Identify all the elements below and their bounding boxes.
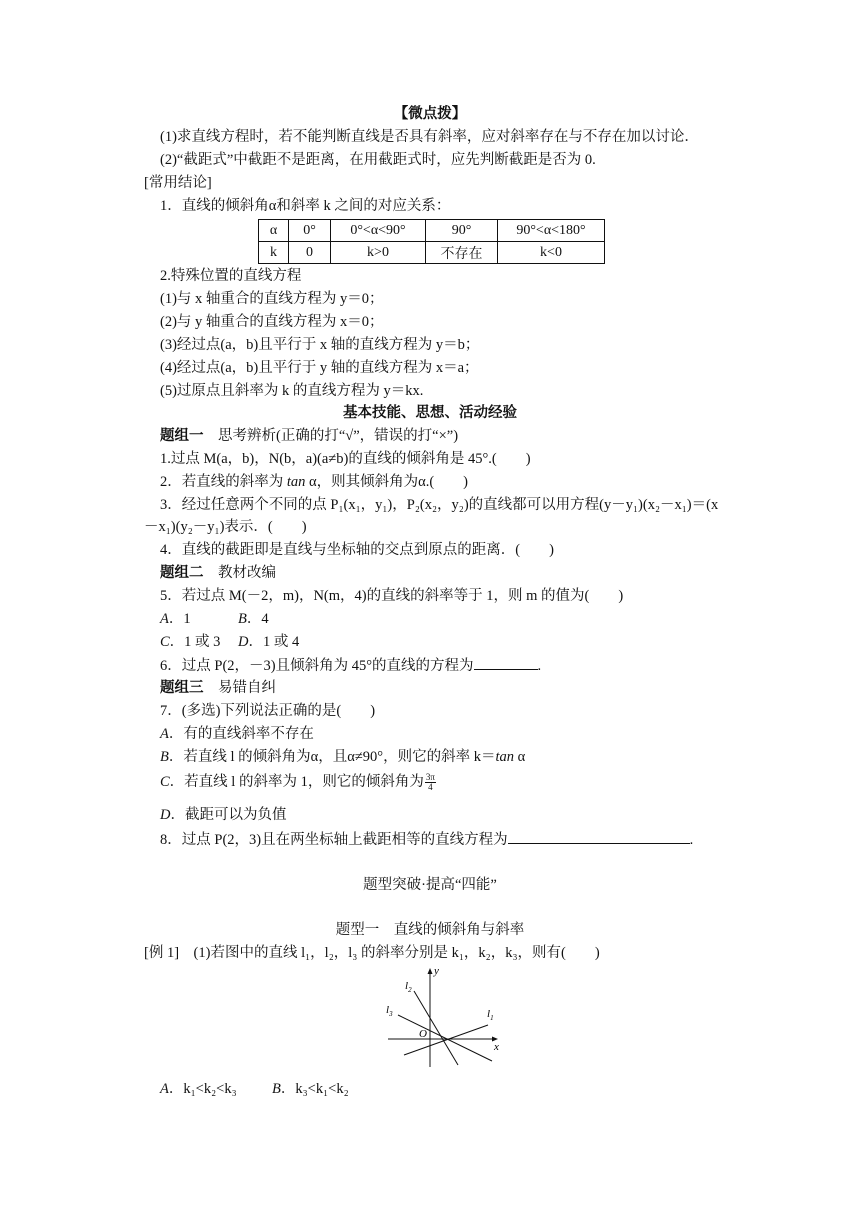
conclusion-item-2: 2.特殊位置的直线方程 [160,268,302,284]
group2-title: 题组二 [160,565,204,581]
angle-slope-table [258,219,605,264]
table-cell: 90°<α<180° [498,220,605,242]
option-text: ．若直线 l 的斜率为 1，则它的倾斜角为 [169,774,424,790]
option-letter: A [160,726,169,742]
question-6-period: . [537,658,542,674]
special-line-1: (1)与 x 轴重合的直线方程为 y＝0； [160,291,384,307]
tips-point-2: (2)“截距式”中截距不是距离，在用截距式时，应先判断截距是否为 0. [160,152,596,168]
table-cell: k [259,242,289,264]
fraction-3pi-over-4: $\frac{3\pi}{4}$ [425,772,435,793]
label-x: x [494,1041,499,1053]
question-2-text-b: α，则其倾斜角为α.( ) [305,474,469,490]
question-2-text-a: 2．若直线的斜率为 [160,474,287,490]
table-cell: 0° [289,220,331,242]
table-cell: k<0 [498,242,605,264]
conclusions-heading: [常用结论] [144,175,212,191]
tan-label: tan [495,749,514,765]
example-label: [例 1] [144,945,180,961]
option-c: C．1 或 3 [160,634,221,650]
tips-point-1: (1)求直线方程时，若不能判断直线是否具有斜率，应对斜率存在与不存在加以讨论． [160,129,699,145]
question-7: 7．(多选)下列说法正确的是( ) [160,703,376,719]
question-3-line-1: 3．经过任意两个不同的点 P₁(x₁，y₁)，P₂(x₂，y₂)的直线都可以用方程(y－y₁)(x₂－x₁)＝(x [160,497,719,513]
section-skills-title: 基本技能、思想、活动经验 [343,405,517,421]
option-b: B．4 [238,611,269,627]
option-b: B．k₃<k₁<k₂ [272,1081,349,1097]
tan-label: tan [286,474,306,490]
conclusion-item-1: 1．直线的倾斜角α和斜率 k 之间的对应关系： [160,198,451,214]
option-text: ．有的直线斜率不存在 [168,726,314,742]
table-cell: 0 [289,242,331,264]
table-row-k [259,242,605,264]
label-l1: $l_1$ [487,1008,494,1022]
question-7-option-b [160,747,525,767]
group1-desc: 思考辨析(正确的打“√”，错误的打“×”) [218,428,459,444]
option-letter: B [160,749,169,765]
special-line-2: (2)与 y 轴重合的直线方程为 x＝0； [160,314,384,330]
question-8 [160,829,693,850]
option-a: A．k₁<k₂<k₃ [160,1081,237,1097]
option-text: ．若直线 l 的倾斜角为α，且α≠90°，则它的斜率 k＝ [168,749,496,765]
question-5-options-cd [160,632,299,652]
question-8-period: . [689,832,694,848]
question-6-text: 6．过点 P(2，－3)且倾斜角为 45°的直线的方程为 [160,658,474,674]
option-letter: D [160,807,171,823]
question-1: 1.过点 M(a，b)，N(b，a)(a≠b)的直线的倾斜角是 45°.( ) [160,451,531,467]
example-text: (1)若图中的直线 l₁，l₂，l₃ 的斜率分别是 k₁，k₂，k₃，则有( ) [193,945,600,961]
table-cell: 90° [426,220,498,242]
group2-header [160,563,276,583]
question-5-options-ab [160,609,269,629]
answer-blank [474,655,538,670]
group3-header [160,678,276,698]
question-7-option-c [160,772,436,792]
label-y: y [434,965,439,977]
slope-lines-figure [384,965,509,1071]
question-7-option-a [160,724,314,744]
label-l3: $l_3$ [386,1004,393,1018]
option-text: ．截距可以为负值 [170,807,287,823]
question-7-option-d [160,805,286,825]
line-l1 [404,1025,488,1055]
y-axis-arrow [428,968,433,974]
option-a: A．1 [160,611,191,627]
special-line-4: (4)经过点(a，b)且平行于 y 轴的直线方程为 x＝a； [160,360,479,376]
section-types-title: 题型突破·提高“四能” [363,877,497,893]
table-cell: α [259,220,289,242]
group1-title: 题组一 [160,428,204,444]
example-1 [144,943,600,963]
option-letter: C [160,774,170,790]
question-4: 4．直线的截距即是直线与坐标轴的交点到原点的距离．( ) [160,542,554,558]
table-cell: 0°<α<90° [331,220,426,242]
label-l2: $l_2$ [405,980,412,994]
line-l3 [398,1015,492,1061]
group3-title: 题组三 [160,680,204,696]
question-2 [160,472,468,492]
option-d: D．1 或 4 [238,634,300,650]
table-cell: k>0 [331,242,426,264]
tips-heading: 【微点拨】 [393,106,467,122]
group1-header [160,426,458,446]
question-8-text: 8．过点 P(2，3)且在两坐标轴上截距相等的直线方程为 [160,832,508,848]
special-line-5: (5)过原点且斜率为 k 的直线方程为 y＝kx. [160,383,424,399]
table-row-alpha [259,220,605,242]
example-1-options [160,1079,349,1099]
question-5: 5．若过点 M(－2，m)，N(m，4)的直线的斜率等于 1，则 m 的值为( ) [160,588,624,604]
question-6 [160,655,541,676]
label-origin: O [419,1028,427,1040]
type-1-title: 题型一 直线的倾斜角与斜率 [335,922,525,938]
option-text-end: α [514,749,526,765]
special-line-3: (3)经过点(a，b)且平行于 x 轴的直线方程为 y＝b； [160,337,480,353]
group3-desc: 易错自纠 [218,680,276,696]
table-cell: 不存在 [426,242,498,264]
question-3-line-2: －x₁)(y₂－y₁)表示．( ) [144,519,307,535]
answer-blank [508,829,690,844]
group2-desc: 教材改编 [218,565,276,581]
